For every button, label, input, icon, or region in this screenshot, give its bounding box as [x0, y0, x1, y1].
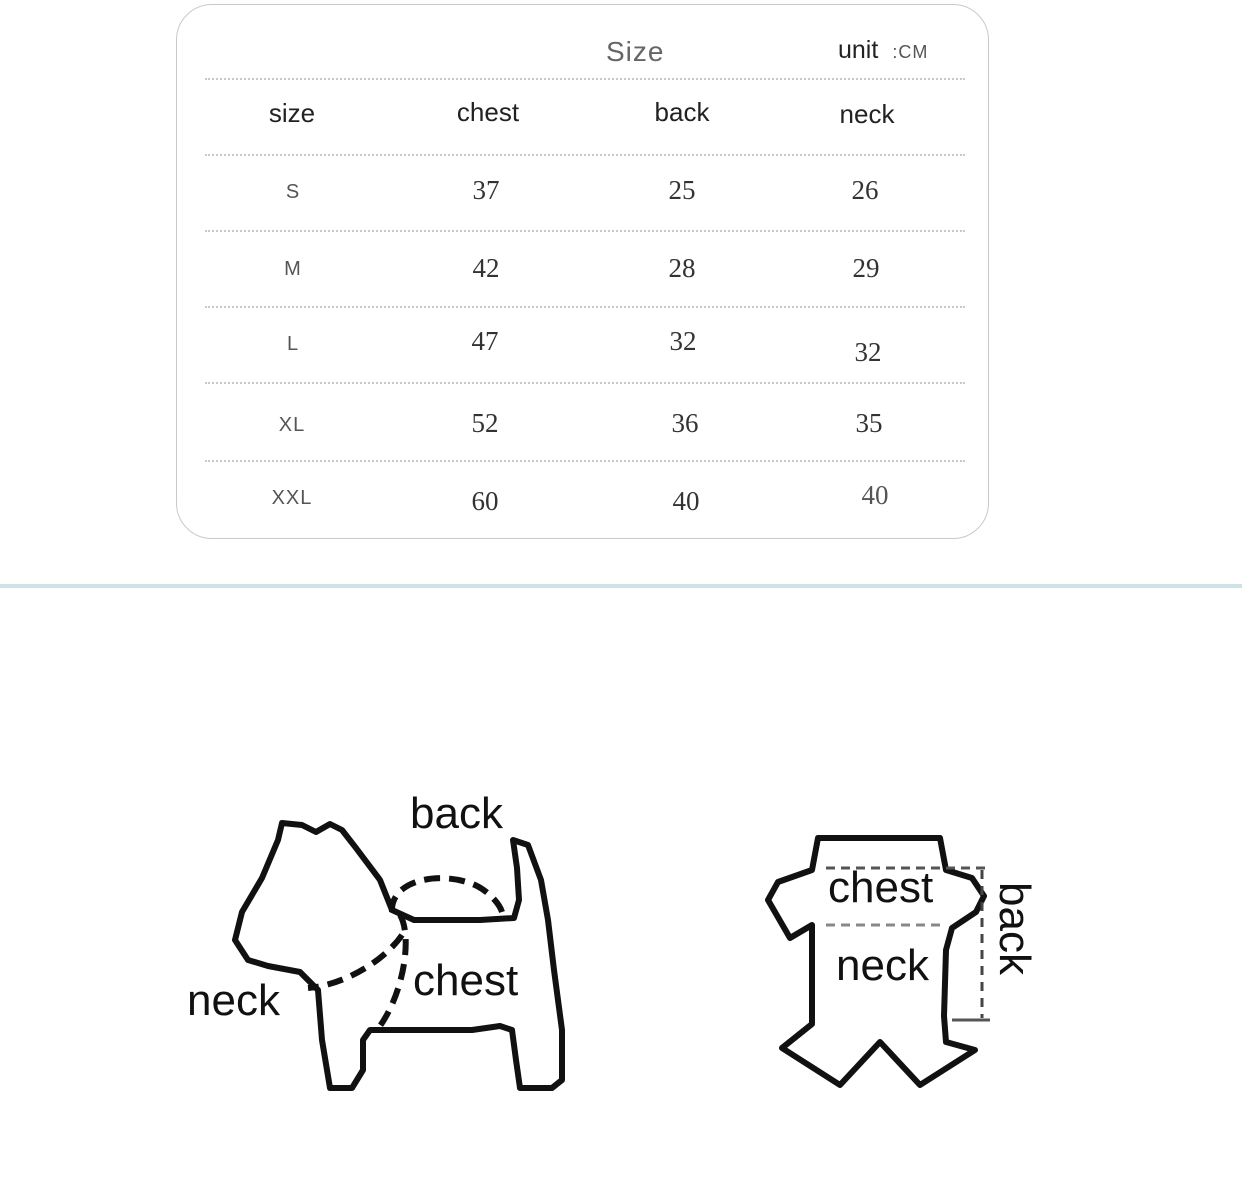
chest-cell: 60: [471, 486, 499, 516]
dog-neck-label: neck: [187, 976, 280, 1025]
back-cell: 36: [671, 408, 699, 438]
neck-cell: 40: [861, 480, 889, 510]
dog-chest-dash: [380, 915, 406, 1026]
table-rule: [205, 230, 965, 232]
table-rule: [205, 460, 965, 462]
dog-chest-label: chest: [413, 956, 519, 1005]
back-cell: 28: [668, 253, 696, 283]
chest-cell: 47: [471, 326, 499, 356]
header-neck: neck: [839, 99, 895, 129]
section-divider: [0, 584, 1242, 588]
size-cell: S: [285, 181, 301, 203]
neck-cell: 32: [854, 337, 882, 367]
chest-cell: 37: [472, 175, 500, 205]
size-cell: XXL: [271, 487, 313, 509]
dog-neck-dash: [308, 935, 402, 988]
back-cell: 32: [669, 326, 697, 356]
neck-cell: 29: [852, 253, 880, 283]
header-back: back: [654, 97, 710, 127]
size-cell: XL: [278, 414, 306, 436]
header-chest: chest: [456, 97, 520, 127]
unit-label: [838, 36, 928, 65]
size-cell: M: [284, 258, 302, 280]
dog-back-dash: [392, 878, 502, 912]
garment-neck-label: neck: [836, 941, 929, 990]
neck-cell: 35: [855, 408, 883, 438]
garment-chest-label: chest: [828, 863, 934, 912]
back-cell: 40: [672, 486, 700, 516]
table-rule: [205, 154, 965, 156]
unit-value: :CM: [892, 42, 929, 62]
table-rule: [205, 78, 965, 80]
size-chart-title: Size: [606, 36, 665, 67]
table-rule: [205, 382, 965, 384]
dog-back-label: back: [410, 789, 503, 838]
table-rule: [205, 306, 965, 308]
chest-cell: 42: [472, 253, 500, 283]
size-cell: L: [286, 333, 300, 355]
unit-text: unit: [838, 36, 879, 64]
chest-cell: 52: [471, 408, 499, 438]
header-size: size: [268, 98, 316, 128]
measurement-diagram: [0, 590, 1242, 1185]
back-cell: 25: [668, 175, 696, 205]
neck-cell: 26: [851, 175, 879, 205]
garment-back-label: back: [990, 882, 1039, 975]
